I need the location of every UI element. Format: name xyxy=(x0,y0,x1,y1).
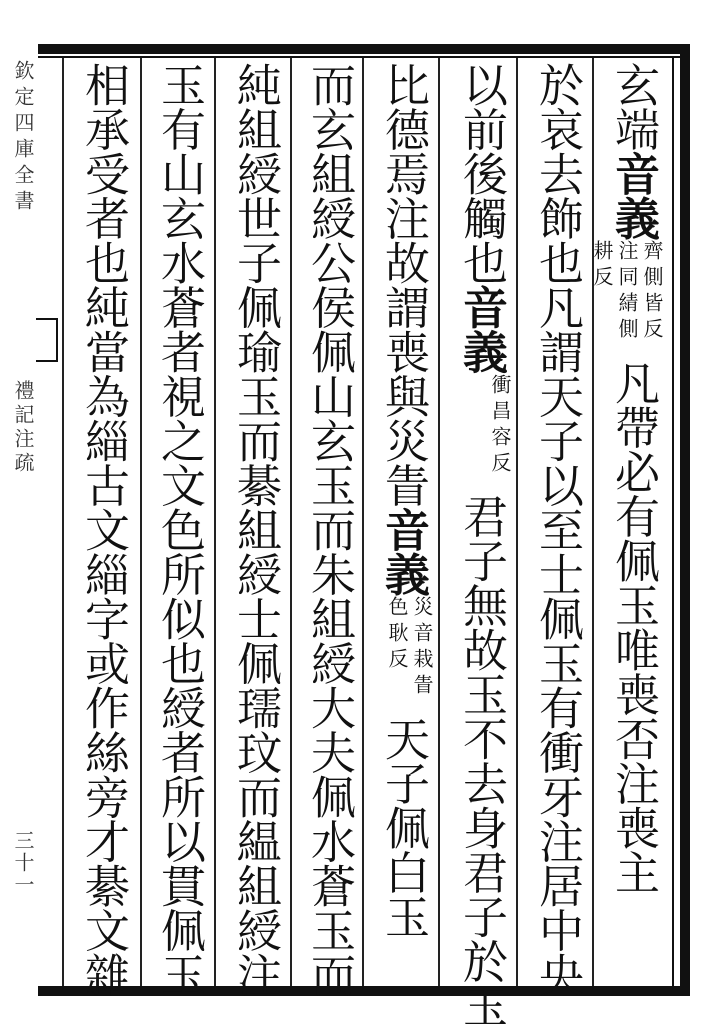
text-column-3 xyxy=(450,62,512,1028)
main-text: 以前後觸也 xyxy=(455,62,508,285)
main-text: 純組綬世子佩瑜玉而綦組綬士佩瓀玟而緼組綬注 xyxy=(229,62,282,997)
book-title: 欽定四庫全書 xyxy=(11,60,35,216)
main-text: 玄端 xyxy=(607,62,660,151)
main-text: 相承受者也純當為緇古文緇字或作絲旁才綦文雜 xyxy=(77,62,130,997)
annotation: 災音栽眚色耿反 xyxy=(385,596,434,700)
main-text: 凡帶必有佩玉唯喪否注喪主 xyxy=(607,360,660,894)
text-column-2 xyxy=(526,62,588,997)
text-column-7 xyxy=(148,62,210,997)
main-text: 於哀去飾也凡謂天子以至士佩玉有衝牙注居中央 xyxy=(531,62,584,997)
annotation: 齊側皆反注同綪側耕反 xyxy=(590,240,664,344)
column-divider xyxy=(438,58,440,986)
column-divider xyxy=(214,58,216,986)
annotation: 衝昌容反 xyxy=(488,373,512,478)
column-divider xyxy=(62,58,64,986)
page-number: 三十一 xyxy=(11,830,35,896)
yinyi-label: 音義 xyxy=(455,284,508,374)
main-text: 玉有山玄水蒼者視之文色所似也綬者所以貫佩玉 xyxy=(153,62,206,997)
volume-title: 禮記注疏 xyxy=(11,380,35,476)
fish-tail-mark xyxy=(36,318,58,362)
bottom-border xyxy=(38,986,690,996)
main-text: 而玄組綬公侯佩山玄玉而朱組綬大夫佩水蒼玉而 xyxy=(303,62,356,997)
column-divider xyxy=(362,58,364,986)
main-text: 天子佩白玉 xyxy=(377,716,430,939)
top-border xyxy=(38,44,690,54)
column-divider xyxy=(290,58,292,986)
yinyi-label: 音義 xyxy=(607,151,660,240)
text-column-8 xyxy=(72,62,134,997)
text-column-4 xyxy=(372,62,434,982)
column-divider xyxy=(516,58,518,986)
text-column-6 xyxy=(224,62,286,997)
text-column-1 xyxy=(590,62,664,982)
main-text: 君子無故玉不去身君子於玉 xyxy=(455,493,508,1028)
yinyi-label: 音義 xyxy=(377,507,430,596)
right-border-inner xyxy=(672,56,674,986)
text-column-5 xyxy=(298,62,360,997)
margin-column xyxy=(8,60,38,990)
main-text: 比德焉注故謂喪與災眚 xyxy=(377,62,430,507)
column-divider xyxy=(140,58,142,986)
right-border xyxy=(680,44,690,996)
